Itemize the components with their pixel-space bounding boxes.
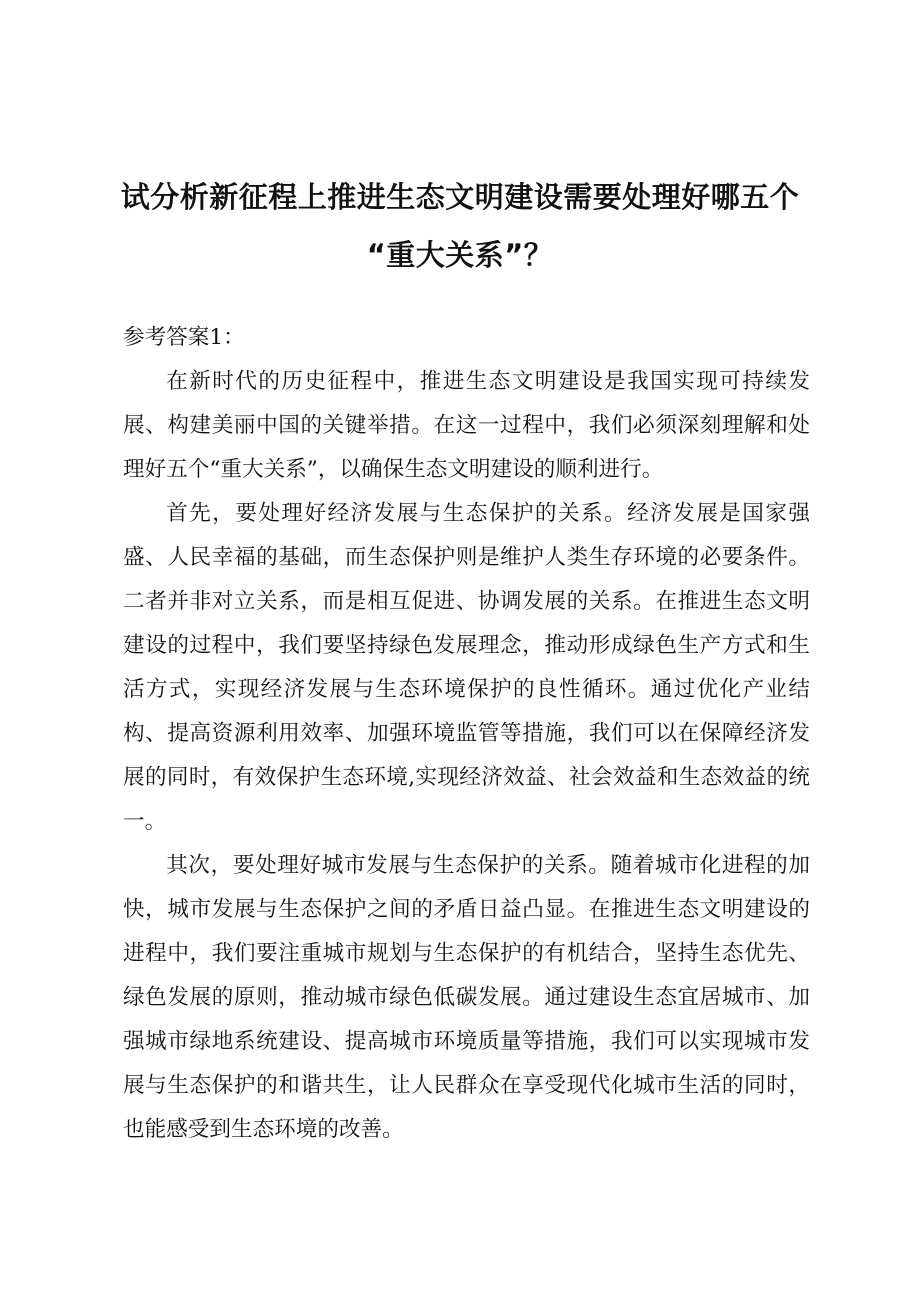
paragraph-economy-ecology: 首先，要处理好经济发展与生态保护的关系。经济发展是国家强盛、人民幸福的基础，而生态保护则是维护人类生存环境的必要条件。二者并非对立关系，而是相互促进、协调发展的关系。在推进生态文明建设的过程中，我们要坚持绿色发展理念，推动形成绿色生产方式和生活方式，实现经济发展与生态环境保护的良性循环。通过优化产业结构、提高资源利用效率、加强环境监管等措施，我们可以在保障经济发展的同时，有效保护生态环境,实现经济效益、社会效益和生态效益的统一。 — [123, 501, 810, 834]
document-body — [123, 316, 810, 1152]
document-title — [110, 168, 810, 284]
paragraph-intro: 在新时代的历史征程中，推进生态文明建设是我国实现可持续发展、构建美丽中国的关键举措。在这一过程中，我们必须深刻理解和处理好五个“重大关系”，以确保生态文明建设的顺利进行。 — [123, 369, 810, 482]
title-line-2: “重大关系”？ — [366, 238, 554, 272]
title-line-1: 试分析新征程上推进生态文明建设需要处理好哪五个 — [120, 180, 800, 214]
answer-label: 参考答案1： — [123, 325, 245, 350]
paragraph-city-ecology: 其次，要处理好城市发展与生态保护的关系。随着城市化进程的加快，城市发展与生态保护之间的矛盾日益凸显。在推进生态文明建设的进程中，我们要注重城市规划与生态保护的有机结合，坚持生态优先、绿色发展的原则，推动城市绿色低碳发展。通过建设生态宜居城市、加强城市绿地系统建设、提高城市环境质量等措施，我们可以实现城市发展与生态保护的和谐共生，让人民群众在享受现代化城市生活的同时，也能感受到生态环境的改善。 — [123, 853, 810, 1142]
